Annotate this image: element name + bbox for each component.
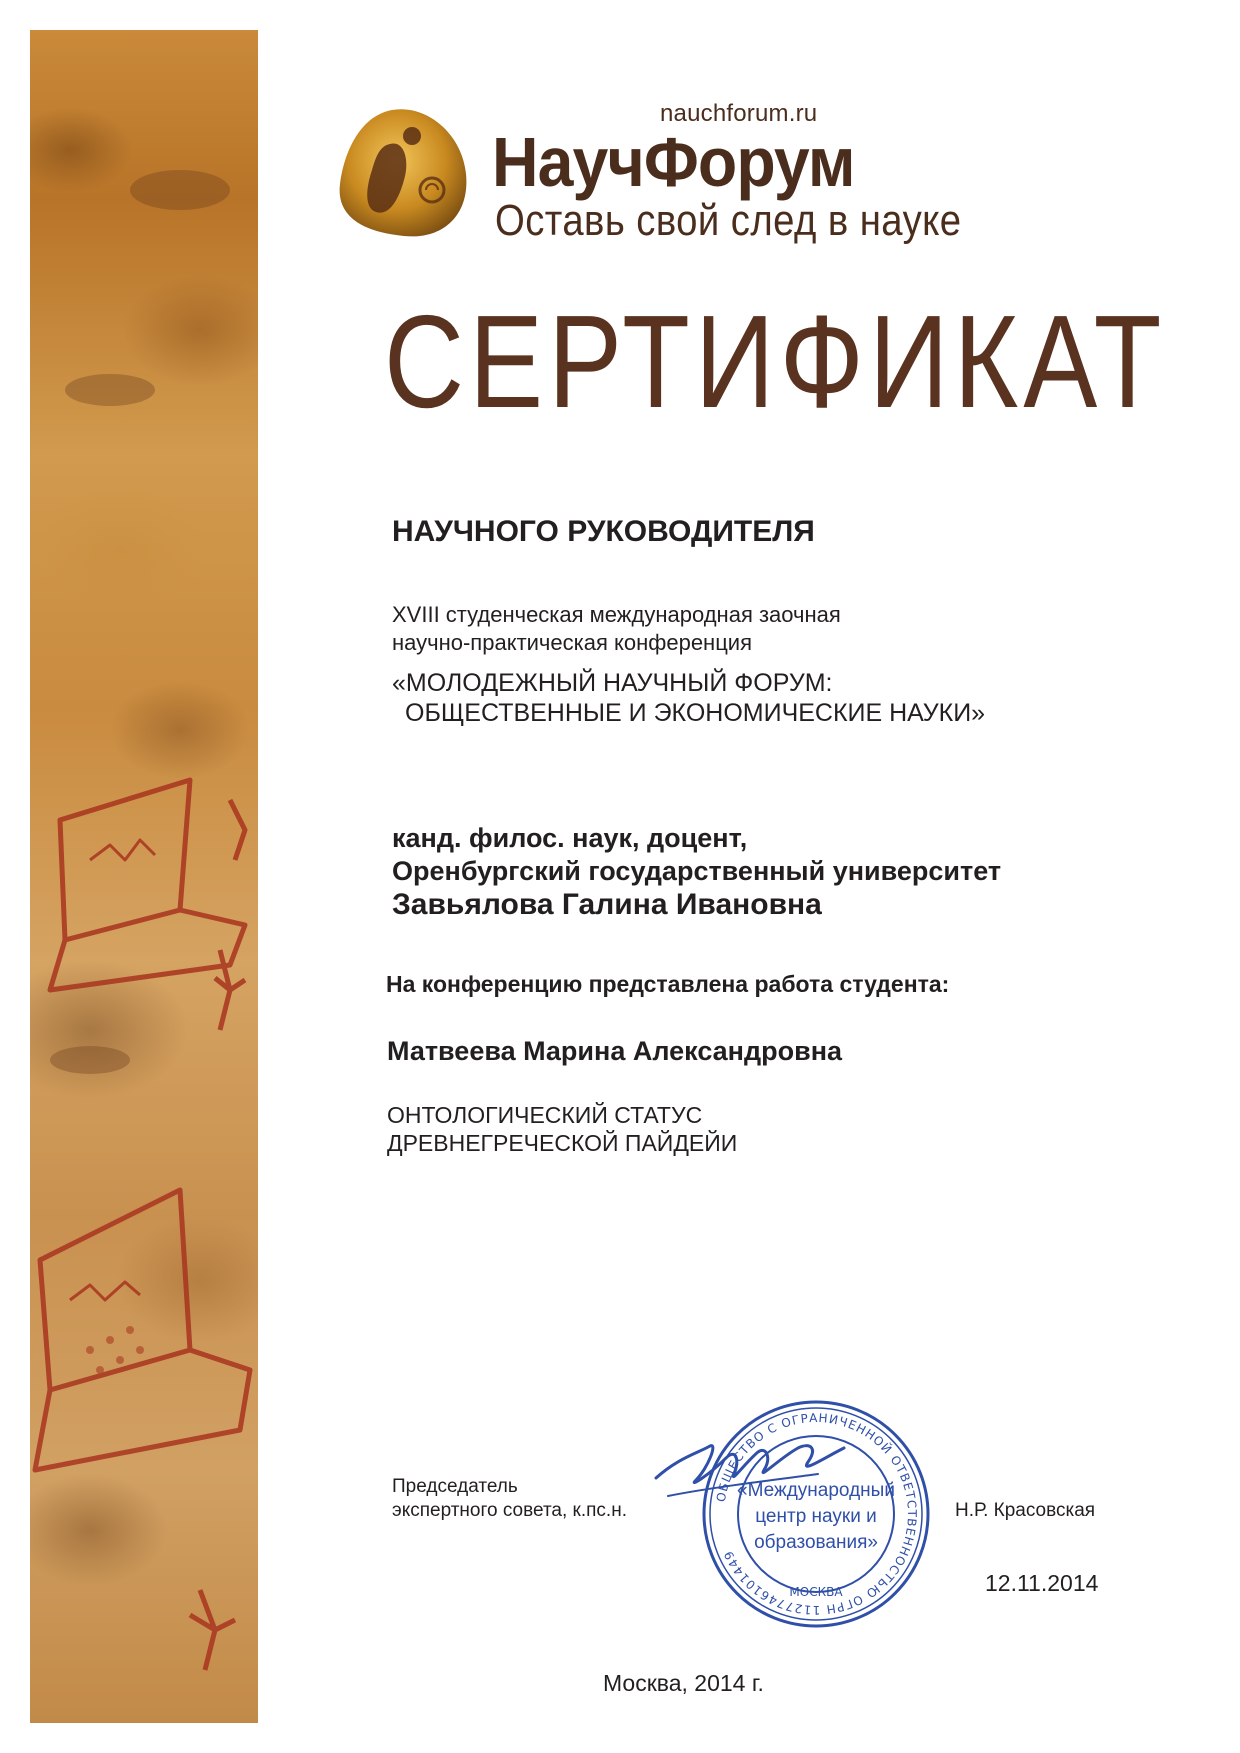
seal-center-line-3: образования» bbox=[754, 1532, 878, 1553]
topic-line-2: ДРЕВНЕГРЕЧЕСКОЙ ПАЙДЕЙИ bbox=[387, 1130, 738, 1156]
footprint-logo-icon bbox=[332, 104, 472, 244]
certificate-date: 12.11.2014 bbox=[985, 1570, 1099, 1596]
seal-center-line-1: «Международный bbox=[737, 1480, 895, 1501]
conference-line-1: XVIII студенческая международная заочная bbox=[392, 602, 841, 627]
supervisor-name: Завьялова Галина Ивановна bbox=[392, 888, 822, 921]
logo-name: НаучФорум bbox=[492, 123, 855, 201]
presented-text: На конференцию представлена работа студента: bbox=[386, 971, 950, 997]
conference-name-line-1: «МОЛОДЕЖНЫЙ НАУЧНЫЙ ФОРУМ: bbox=[392, 669, 833, 697]
student-name: Матвеева Марина Александровна bbox=[387, 1036, 843, 1066]
chair-title-line-1: Председатель bbox=[392, 1476, 518, 1497]
seal-ring-text: ОБЩЕСТВО С ОГРАНИЧЕННОЙ ОТВЕТСТВЕННОСТЬЮ ОГРН 1127746101449 bbox=[713, 1410, 920, 1618]
decorative-stripe bbox=[30, 30, 258, 1723]
footer-city-year: Москва, 2014 г. bbox=[603, 1670, 764, 1696]
conference-line-2: научно-практическая конференция bbox=[392, 630, 753, 655]
chair-title-line-2: экспертного совета, к.пс.н. bbox=[392, 1500, 627, 1521]
topic-line-1: ОНТОЛОГИЧЕСКИЙ СТАТУС bbox=[387, 1102, 703, 1128]
recipient-type: НАУЧНОГО РУКОВОДИТЕЛЯ bbox=[392, 515, 815, 548]
supervisor-degree: канд. филос. наук, доцент, bbox=[392, 823, 748, 853]
logo-url: nauchforum.ru bbox=[660, 100, 818, 127]
supervisor-university: Оренбургский государственный университет bbox=[392, 856, 1002, 886]
conference-name-line-2: ОБЩЕСТВЕННЫЕ И ЭКОНОМИЧЕСКИЕ НАУКИ» bbox=[405, 699, 986, 727]
chair-name: Н.Р. Красовская bbox=[955, 1500, 1096, 1521]
seal-city: МОСКВА bbox=[789, 1585, 843, 1599]
rock-art-drawings bbox=[30, 30, 258, 1723]
certificate-title: СЕРТИФИКАТ bbox=[384, 288, 1167, 435]
handwritten-signature bbox=[648, 1418, 848, 1528]
logo-slogan: Оставь свой след в науке bbox=[495, 196, 962, 245]
seal-center-line-2: центр науки и bbox=[755, 1506, 877, 1527]
